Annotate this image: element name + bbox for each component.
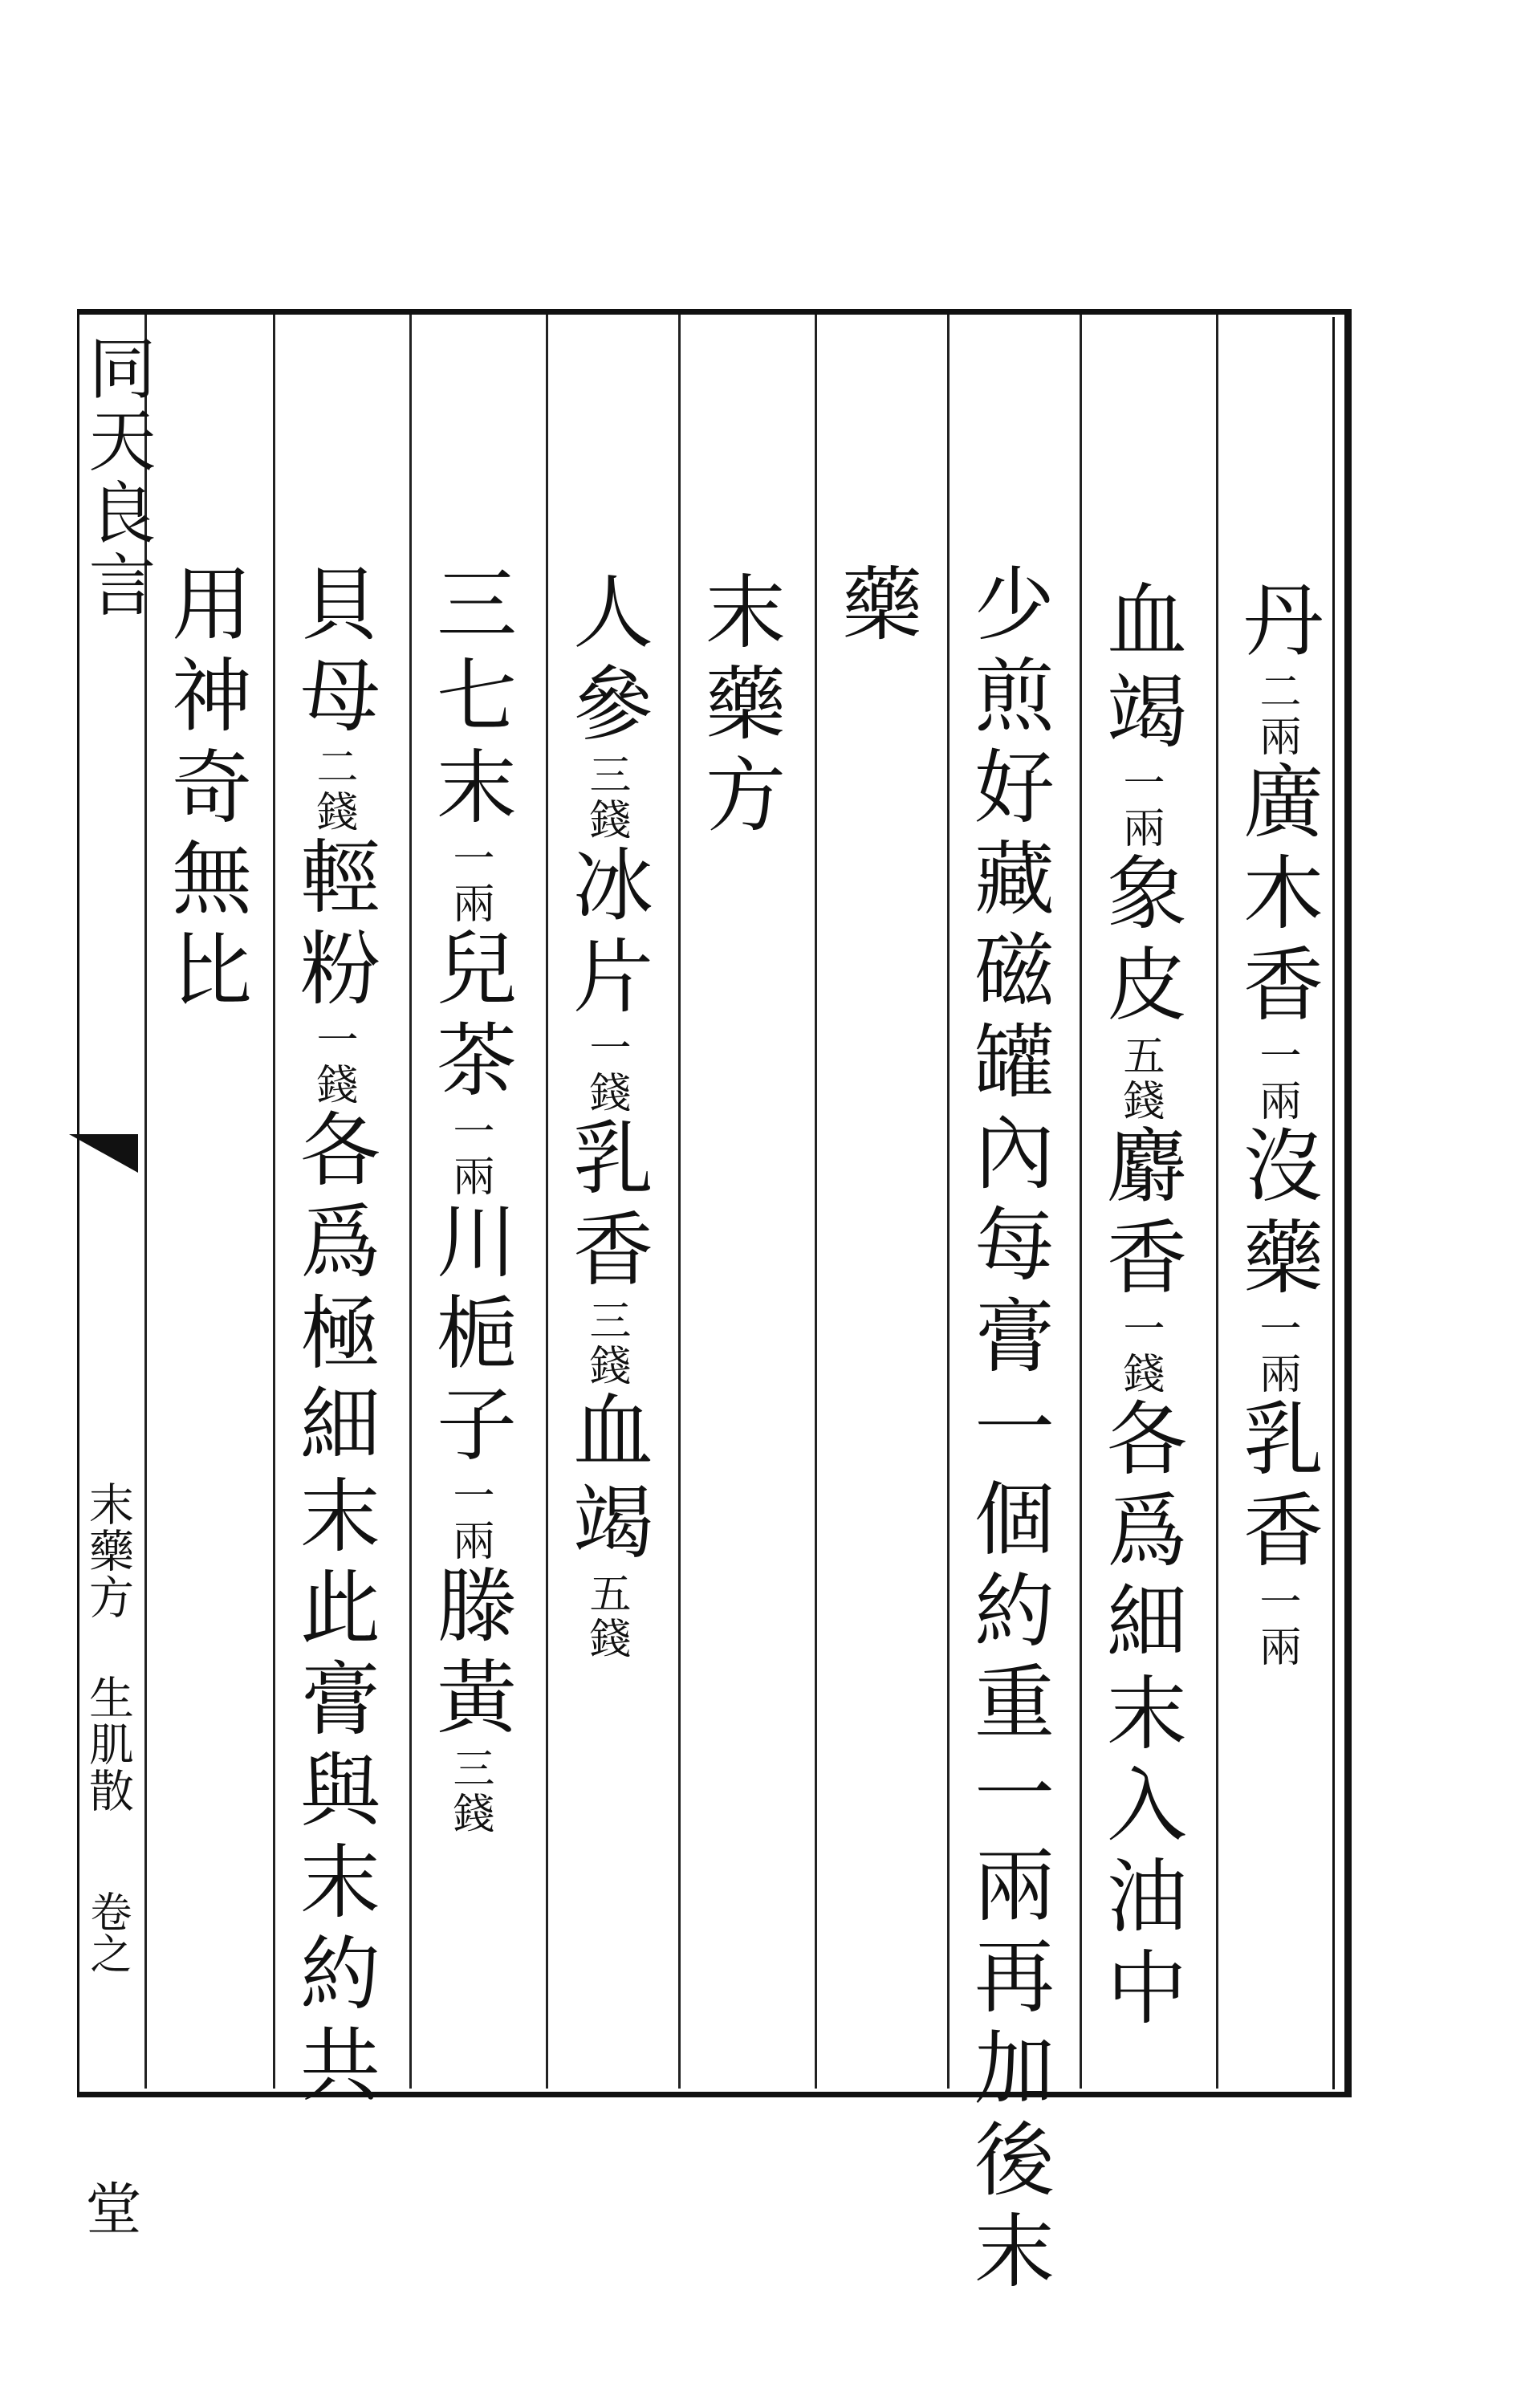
annotation-text: 一兩 [445, 836, 494, 926]
main-text: 輕粉 [287, 835, 380, 1018]
annotation-text: 一兩 [445, 1109, 494, 1199]
text-column [559, 570, 653, 1662]
text-column [423, 562, 517, 1837]
column-rule [678, 315, 681, 2089]
main-text: 象皮 [1093, 851, 1187, 1034]
main-text: 廣木香 [1230, 759, 1324, 1034]
frame-inner-rule [1332, 317, 1335, 2089]
annotation-text: 一錢 [309, 1018, 357, 1108]
annotation-text: 二兩 [1252, 669, 1300, 759]
volume-label: 卷之 [83, 1890, 131, 1974]
text-column [1093, 578, 1187, 2037]
annotation-text: 二錢 [309, 745, 357, 835]
column-rule [409, 315, 412, 2089]
main-text: 人參 [559, 570, 653, 753]
text-column [692, 570, 786, 844]
main-text: 麝香 [1093, 1124, 1187, 1307]
book-title: 同天良言 [78, 333, 157, 622]
text-column [1230, 578, 1324, 1670]
column-rule [815, 315, 817, 2089]
text-column [287, 562, 380, 2114]
main-text: 藥 [828, 562, 922, 653]
main-text: 三七末 [423, 562, 517, 836]
column-rule [1216, 315, 1218, 2089]
annotation-text: 一兩 [1116, 761, 1164, 851]
annotation-text: 一兩 [1252, 1580, 1300, 1670]
column-rule [947, 315, 950, 2089]
annotation-text: 三錢 [582, 1299, 630, 1389]
annotation-text: 五錢 [1116, 1034, 1164, 1124]
column-rule [546, 315, 548, 2089]
main-text: 末藥方 [692, 570, 786, 844]
text-column [828, 562, 922, 653]
annotation-text: 一兩 [1252, 1307, 1300, 1397]
annotation-text: 一錢 [582, 1026, 630, 1116]
main-text: 滕黃 [423, 1564, 517, 1747]
column-rule [273, 315, 275, 2089]
main-text: 川梔子 [423, 1199, 517, 1474]
main-text: 沒藥 [1230, 1124, 1324, 1307]
main-text: 血竭 [559, 1389, 653, 1572]
column-rule [1080, 315, 1082, 2089]
main-text: 冰片 [559, 843, 653, 1026]
annotation-text: 五錢 [582, 1572, 630, 1662]
main-text: 少煎好藏磁罐內每膏一個約重一兩再加後末 [961, 562, 1055, 2300]
fishtail-mark [69, 1134, 138, 1173]
annotation-text: 三錢 [445, 1747, 494, 1837]
section-title: 末藥方 生肌散 [82, 1481, 134, 1814]
annotation-text: 一兩 [1252, 1034, 1300, 1124]
text-column [158, 562, 252, 1019]
main-text: 乳香 [559, 1116, 653, 1299]
annotation-text: 一錢 [1116, 1307, 1164, 1397]
main-text: 用神奇無比 [158, 562, 252, 1019]
main-text: 乳香 [1230, 1397, 1324, 1580]
main-text: 血竭 [1093, 578, 1187, 761]
main-text: 丹 [1230, 578, 1324, 669]
annotation-text: 一兩 [445, 1474, 494, 1564]
text-column [961, 562, 1055, 2300]
block-margin [69, 317, 157, 2235]
publisher-mark: 堂 [76, 2179, 142, 2235]
annotation-text: 三錢 [582, 753, 630, 843]
main-text: 各爲細末入油中 [1093, 1397, 1187, 2037]
main-text: 貝母 [287, 562, 380, 745]
main-text: 兒茶 [423, 926, 517, 1109]
main-text: 各爲極細末此膏與末約共 [287, 1108, 380, 2114]
